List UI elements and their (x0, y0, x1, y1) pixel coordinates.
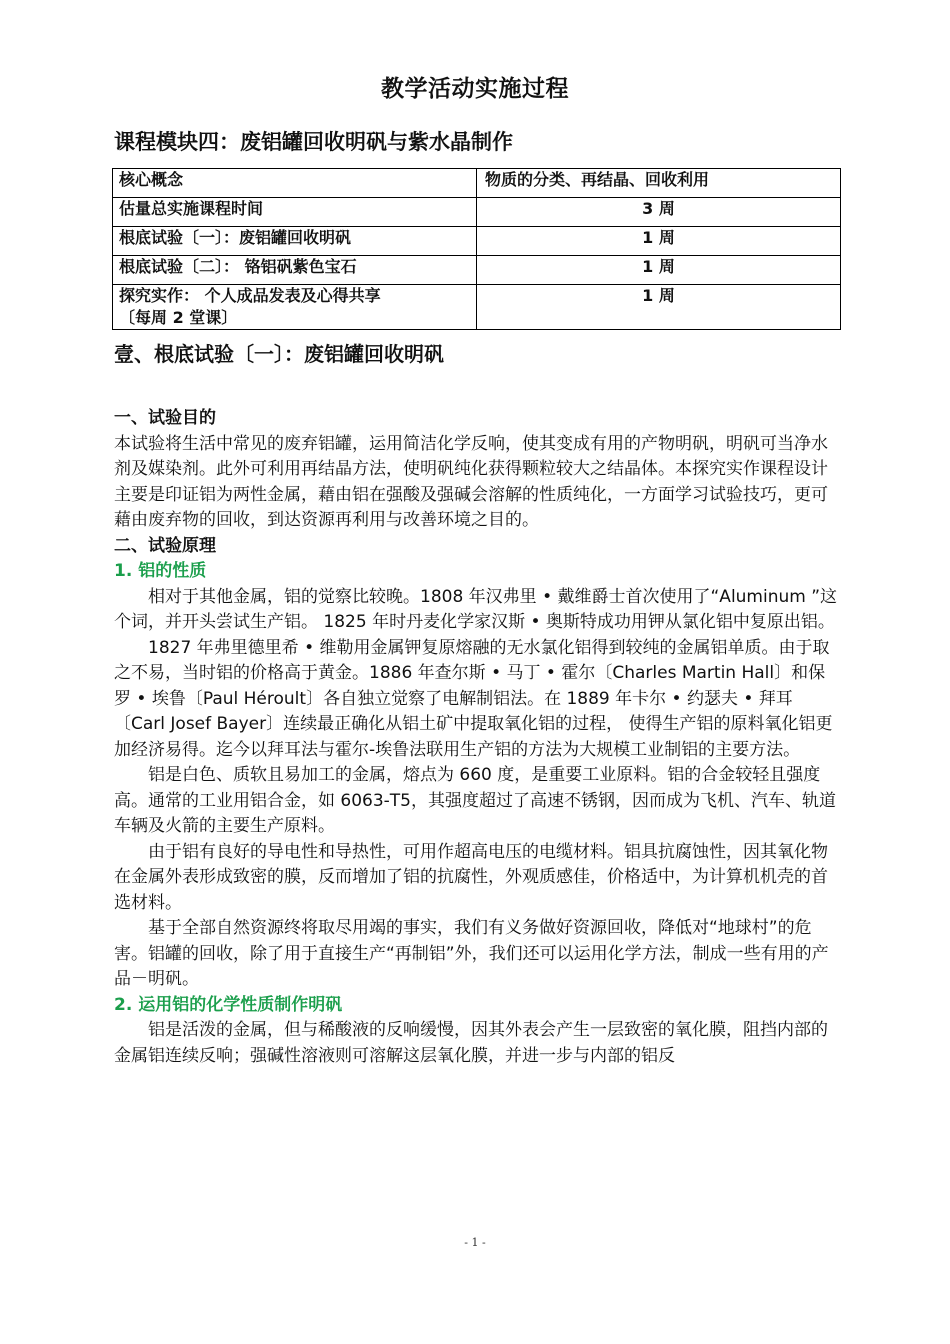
heading-principle: 二、试验原理 (114, 535, 216, 556)
table-key: 核心概念 (113, 169, 477, 198)
table-key: 探究实作： 个人成品发表及心得共享 (119, 286, 381, 305)
table-row (113, 285, 841, 330)
table-row (113, 256, 841, 285)
page-title: 教学活动实施过程 (381, 76, 569, 102)
subheading-aluminum-properties: 1. 铝的性质 (114, 561, 207, 581)
table-key: 根底试验〔二〕： 铬铝矾紫色宝石 (113, 256, 477, 285)
table-row (113, 169, 841, 198)
paragraph: 铝是活泼的金属，但与稀酸液的反响缓慢，因其外表会产生一层致密的氧化膜，阻挡内部的金属铝连续反响；强碱性溶液则可溶解这层氧化膜，并进一步与内部的铝反 (114, 1020, 828, 1066)
table-key: 估量总实施课程时间 (113, 198, 477, 227)
paragraph: 铝是白色、质软且易加工的金属，熔点为 660 度，是重要工业原料。铝的合金较轻且强度高。通常的工业用铝合金，如 6063-T5，其强度超过了高速不锈钢，因而成为飞机、汽车、轨道车辆及火箭的主要生产原料。 (114, 765, 837, 836)
paragraph: 由于铝有良好的导电性和导热性，可用作超高电压的电缆材料。铝具抗腐蚀性，因其氧化物在金属外表形成致密的膜，反而增加了铝的抗腐性，外观质感佳，价格适中，为计算机机壳的首选材料。 (114, 841, 828, 913)
subheading-alum-production: 2. 运用铝的化学性质制作明矾 (114, 994, 343, 1015)
purpose-paragraph: 本试验将生活中常见的废弃铝罐，运用简洁化学反响，使其变成有用的产物明矾，明矾可当净水剂及媒染剂。此外可利用再结晶方法，使明矾纯化获得颗粒较大之结晶体。本探究实作课程设计主要是印证铝为两性金属，藉由铝在强酸及强碱会溶解的性质纯化，一方面学习试验技巧，更可藉由废弃物的回收，到达资源再利用与改善环境之目的。 (114, 433, 828, 530)
table-value: 1 周 (477, 227, 841, 256)
paragraph: 基于全部自然资源终将取尽用竭的事实，我们有义务做好资源回收，降低对“地球村”的危害。铝罐的回收，除了用于直接生产“再制铝”外，我们还可以运用化学方法，制成一些有用的产品－明矾。 (114, 918, 829, 989)
table-key-cell (113, 285, 477, 330)
module-title: 课程模块四：废铝罐回收明矾与紫水晶制作 (114, 130, 513, 154)
page-number: - 1 - (464, 1236, 486, 1249)
section-heading: 壹、根底试验〔一〕：废铝罐回收明矾 (114, 342, 444, 366)
table-value: 物质的分类、再结晶、回收利用 (477, 169, 841, 198)
course-info-table (112, 168, 841, 330)
table-value: 1 周 (477, 285, 841, 330)
table-value: 3 周 (477, 198, 841, 227)
paragraph: 相对于其他金属，铝的觉察比较晚。1808 年汉弗里 • 戴维爵士首次使用了“Aluminum ”这个词，并开头尝试生产铝。 1825 年时丹麦化学家汉斯 • 奥斯特成功用钾从氯化铝中复原出铝。 (114, 586, 838, 632)
heading-purpose: 一、试验目的 (114, 408, 216, 428)
table-key-note: 〔每周 2 堂课〕 (119, 308, 238, 327)
table-value: 1 周 (477, 256, 841, 285)
paragraph: 1827 年弗里德里希 • 维勒用金属钾复原熔融的无水氯化铝得到较纯的金属铝单质。由于取之不易，当时铝的价格高于黄金。1886 年查尔斯 • 马丁 • 霍尔〔Charles Martin Hall〕和保罗 • 埃鲁〔Paul Héroult〕各自独立觉察了电解制铝法。在 1889 年卡尔 • 约瑟夫 • 拜耳〔Carl Josef Bayer〕连续最正确化从铝土矿中提取氧化铝的过程， 使得生产铝的原料氧化铝更加经济易得。迄今以拜耳法与霍尔-埃鲁法联用生产铝的方法为大规模工业制铝的主要方法。 (114, 637, 833, 760)
table-row (113, 227, 841, 256)
table-row (113, 198, 841, 227)
table-key: 根底试验〔一〕：废铝罐回收明矾 (113, 227, 477, 256)
body-text (114, 406, 840, 1069)
